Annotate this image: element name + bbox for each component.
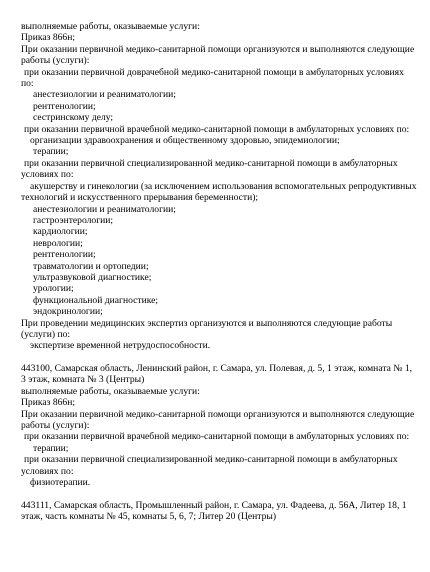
paragraph-gap — [21, 488, 419, 499]
document-line: функциональной диагностике; — [33, 294, 159, 306]
document-line: этаж, часть комнаты № 45, комнаты 5, 6, 7; Литер 20 (Центры) — [21, 511, 277, 523]
document-line: (услуги) по: — [21, 328, 71, 340]
document-line: эндокринологии; — [33, 306, 103, 318]
document-line: 443111, Самарская область, Промышленный район, г. Самара, ул. Фадеева, д. 56А, Литер 18, 1 — [21, 499, 407, 511]
document-line: выполняемые работы, оказываемые услуги: — [21, 385, 200, 397]
document-body — [21, 21, 419, 522]
document-line: анестезиологии и реаниматологии; — [33, 203, 176, 215]
document-line: выполняемые работы, оказываемые услуги: — [21, 21, 200, 32]
document-line: работы (услуги): — [21, 420, 90, 431]
document-line: при оказании первичной специализированной медико-санитарной помощи в амбулаторных — [24, 454, 398, 466]
document-line: терапии; — [33, 442, 69, 454]
document-line: неврологии; — [33, 237, 83, 249]
document-line: организации здравоохранения и общественному здоровью, эпидемиологии; — [30, 135, 340, 147]
document-line: травматологии и ортопедии; — [33, 260, 149, 272]
document-line: урологии; — [33, 283, 74, 295]
paragraph-gap — [21, 352, 419, 363]
document-line: при оказании первичной специализированной медико-санитарной помощи в амбулаторных — [24, 157, 398, 169]
document-line: Приказ 866н; — [21, 397, 76, 409]
document-line: рентгенологии; — [33, 249, 96, 261]
document-line: Приказ 866н; — [21, 32, 76, 44]
document-line: при оказании первичной доврачебной медико-санитарной помощи в амбулаторных условиях — [24, 66, 404, 78]
document-line: 3 этаж, комната № 3 (Центры) — [21, 374, 145, 386]
document-line: ультразвуковой диагностике; — [33, 271, 152, 283]
document-line: терапии; — [33, 146, 69, 158]
document-line: работы (услуги): — [21, 55, 90, 67]
document-line: При оказании первичной медико-санитарной помощи организуются и выполняются следующие — [21, 408, 415, 420]
document-line: при оказании первичной врачебной медико-санитарной помощи в амбулаторных условиях по: — [24, 431, 410, 443]
document-line: условиях по: — [21, 465, 74, 477]
document-line: акушерству и гинекологии (за исключением использования вспомогательных репродуктивных — [30, 180, 417, 192]
document-line: При проведении медицинских экспертиз организуются и выполняются следующие работы — [21, 317, 393, 329]
document-line: сестринскому делу; — [33, 112, 114, 124]
document-line: экспертизе временной нетрудоспособности. — [30, 340, 211, 352]
document-line: рентгенологии; — [33, 100, 96, 112]
document-line: физиотерапии. — [30, 477, 91, 489]
document-line: анестезиологии и реаниматологии; — [33, 89, 176, 101]
document-line: по: — [21, 78, 34, 90]
document-line: технологий и искусственного прерывания беременности); — [21, 192, 259, 204]
document-line: кардиологии; — [33, 226, 88, 238]
document-line: гастроэнтерологии; — [33, 214, 114, 226]
document-line: При оказании первичной медико-санитарной помощи организуются и выполняются следующие — [21, 43, 415, 55]
document-line: условиях по: — [21, 169, 74, 181]
document-line: 443100, Самарская область, Ленинский район, г. Самара, ул. Полевая, д. 5, 1 этаж, комната № 1, — [21, 362, 413, 374]
document-line: при оказании первичной врачебной медико-санитарной помощи в амбулаторных условиях по: — [24, 123, 410, 135]
